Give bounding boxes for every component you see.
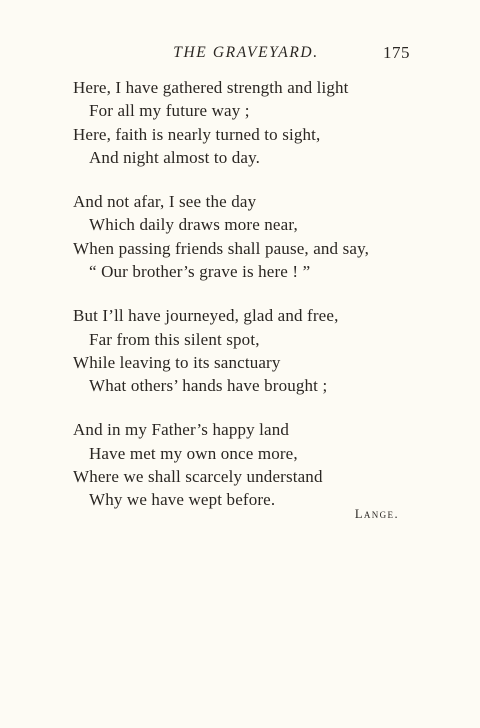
page-number: 175	[383, 43, 410, 62]
poem	[73, 76, 433, 532]
poem-line: For all my future way ;	[89, 101, 250, 121]
stanza-2	[73, 190, 433, 284]
running-title: THE GRAVEYARD.	[173, 44, 319, 61]
poem-line: “ Our brother’s grave is here ! ”	[89, 262, 311, 282]
stanza-3	[73, 304, 433, 398]
running-head	[0, 44, 480, 66]
poem-line: Which daily draws more near,	[89, 215, 298, 235]
poem-attribution: Lange.	[354, 507, 399, 521]
poem-line: Why we have wept before.	[89, 490, 276, 510]
poem-line: And not afar, I see the day	[73, 192, 257, 212]
poem-line: Where we shall scarcely understand	[73, 466, 323, 486]
poem-line: Here, faith is nearly turned to sight,	[73, 124, 321, 144]
poem-line: Here, I have gathered strength and light	[73, 78, 349, 97]
stanza-1	[73, 76, 433, 170]
poem-line: And in my Father’s happy land	[73, 420, 290, 440]
poem-line: Far from this silent spot,	[89, 329, 260, 349]
poem-line: But I’ll have journeyed, glad and free,	[73, 306, 339, 326]
poem-line: When passing friends shall pause, and say,	[73, 238, 370, 258]
stanza-4	[73, 418, 433, 512]
poem-line: While leaving to its sanctuary	[73, 352, 281, 372]
poem-line: Have met my own once more,	[89, 443, 298, 463]
poem-line: And night almost to day.	[89, 148, 261, 168]
poem-line: What others’ hands have brought ;	[89, 376, 328, 396]
